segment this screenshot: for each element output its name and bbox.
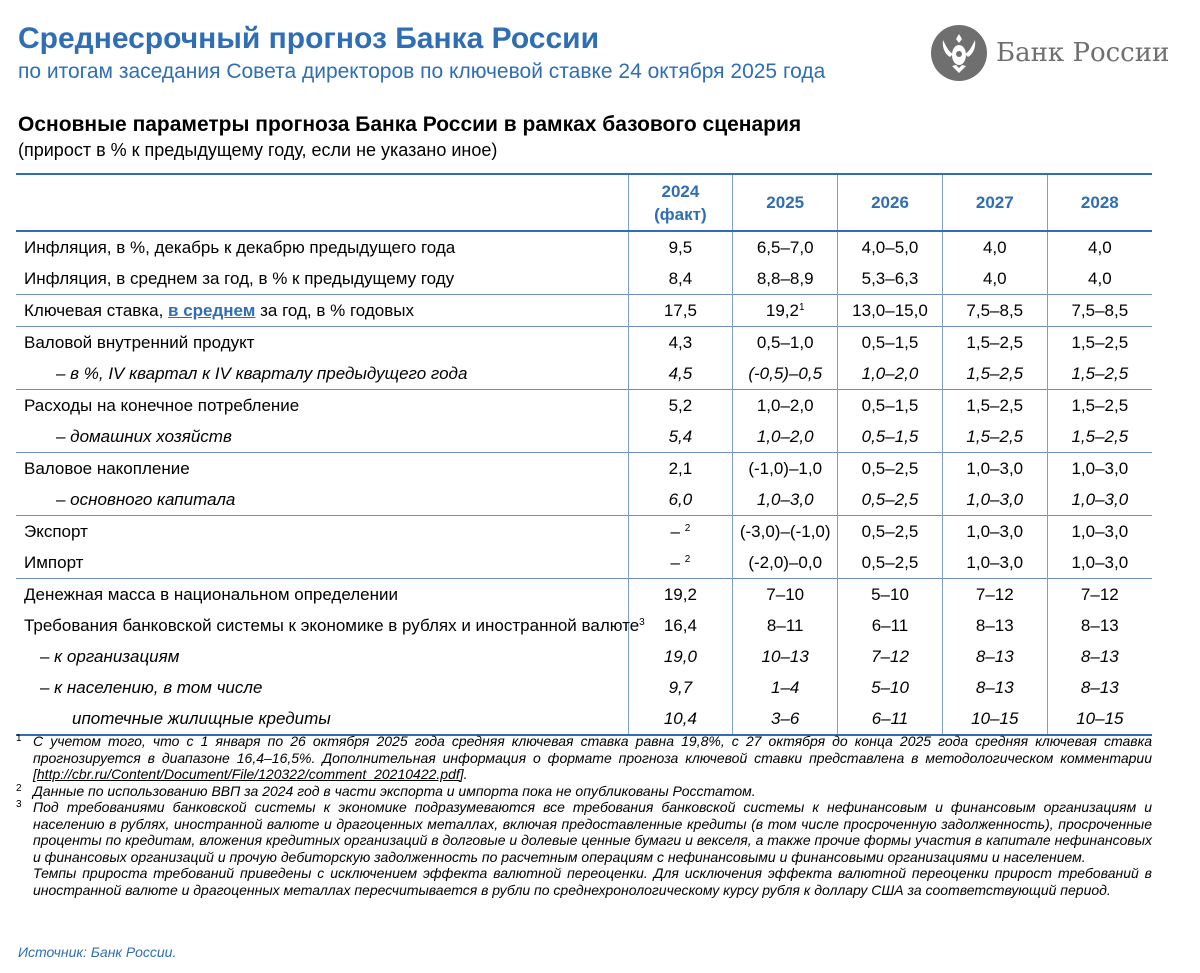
header-year-2027: 2027 (942, 174, 1047, 231)
cell-2024: 6,0 (628, 484, 733, 516)
table-row (16, 390, 1152, 422)
cell-2027: 1,5–2,5 (942, 327, 1047, 359)
cell-2026: 6–11 (838, 703, 943, 735)
cell-2025: 3–6 (733, 703, 838, 735)
cell-2024: 10,4 (628, 703, 733, 735)
cell-2027: 10–15 (942, 703, 1047, 735)
footnote-2: 2 Данные по использованию ВВП за 2024 год в части экспорта и импорта пока не опубликованы Росстатом. (16, 782, 756, 799)
footnote-ref: 2 (684, 553, 691, 565)
footnotes (16, 733, 1152, 898)
cell-2026: 0,5–2,5 (838, 453, 943, 485)
cell-2026: 0,5–1,5 (838, 421, 943, 453)
header-year-2026: 2026 (838, 174, 943, 231)
cell-2024: 8,4 (628, 263, 733, 295)
table-row (16, 263, 1152, 295)
cell-2026: 0,5–1,5 (838, 327, 943, 359)
footnote-1: 1 С учетом того, что с 1 января по 26 октября 2025 года средняя ключевая ставка равна 19,8%, с 27 октября до конца 2025 года средняя ключевая ставка прогнозируется в диапазоне 16,4–16,5%. Дополнительная информация о формате прогноза ключевой ставки представлена в методологическом комментарии [http://cbr.ru/Content/Document/File/120322/comment_20210422.pdf]. (16, 733, 1152, 782)
footnote-3: 3 Под требованиями банковской системы к экономике подразумеваются все требования банковской системы к нефинансовым и финансовым организациям и населению в рублях, иностранной валюте и драгоценных металлах, включая предоставленные кредиты (в том числе просроченную задолженность), просроченные проценты по кредитам, вложения кредитных организаций в долговые и долевые ценные бумаги и векселя, а также прочие формы участия в капитале нефинансовых и финансовых организаций и прочую дебиторскую задолженность по расчетным операциям с нефинансовыми и финансовыми организациями и населением. (16, 799, 1152, 865)
cell-2026: 5–10 (838, 672, 943, 703)
cell-2025: 10–13 (733, 641, 838, 672)
cell-2025: 6,5–7,0 (733, 231, 838, 263)
section-title: Основные параметры прогноза Банка России в рамках базового сценария (18, 113, 802, 136)
cell-2027: 1,0–3,0 (942, 547, 1047, 579)
footnote-ref: 1 (798, 301, 805, 313)
cell-2026: 5–10 (838, 579, 943, 611)
table-row (16, 547, 1152, 579)
cell-2027: 4,0 (942, 231, 1047, 263)
row-label: – к организациям (40, 646, 180, 666)
cell-2026: 0,5–1,5 (838, 390, 943, 422)
cell-2027: 7–12 (942, 579, 1047, 611)
table-row (16, 358, 1152, 390)
cell-2026: 7–12 (838, 641, 943, 672)
cell-2024: 2,1 (628, 453, 733, 485)
row-label: Требования банковской системы к экономике в рублях и иностранной валюте$^3$ (24, 615, 645, 635)
cell-2026: 4,0–5,0 (838, 231, 943, 263)
cell-2025: 1,0–3,0 (733, 484, 838, 516)
page-title: Среднесрочный прогноз Банка России (18, 22, 600, 55)
row-label: Импорт (24, 552, 84, 572)
cell-2024: 4,5 (628, 358, 733, 390)
cell-2028: 1,5–2,5 (1047, 390, 1152, 422)
cell-2026: 5,3–6,3 (838, 263, 943, 295)
cell-2028: 8–13 (1047, 641, 1152, 672)
footnote-ref: 3 (639, 616, 645, 628)
cell-2025: (-1,0)–1,0 (733, 453, 838, 485)
cell-2028: 7–12 (1047, 579, 1152, 611)
table-header-row (16, 174, 1152, 231)
bank-logo (930, 24, 1170, 84)
cell-2028: 8–13 (1047, 672, 1152, 703)
table-row (16, 231, 1152, 263)
cell-2028: 10–15 (1047, 703, 1152, 735)
cell-2028: 1,5–2,5 (1047, 358, 1152, 390)
header-indicator (16, 174, 628, 231)
cell-2026: 0,5–2,5 (838, 516, 943, 548)
table-row (16, 484, 1152, 516)
header-year-2024: 2024 (факт) (628, 174, 733, 231)
cell-2024: 9,5 (628, 231, 733, 263)
row-label: – к населению, в том числе (40, 677, 263, 697)
cell-2027: 1,5–2,5 (942, 358, 1047, 390)
average-link[interactable]: в среднем (168, 300, 256, 320)
page-subtitle: по итогам заседания Совета директоров по ключевой ставке 24 октября 2025 года (18, 60, 826, 83)
footnote-number: 1 (16, 733, 22, 744)
footnote-number: 3 (16, 799, 22, 810)
row-label: Ключевая ставка, в среднем за год, в % годовых (16, 295, 628, 327)
cell-2028: 1,0–3,0 (1047, 547, 1152, 579)
cell-2027: 1,0–3,0 (942, 453, 1047, 485)
cell-2028: 1,0–3,0 (1047, 484, 1152, 516)
cell-2025: (-0,5)–0,5 (733, 358, 838, 390)
table-row (16, 672, 1152, 703)
cell-2025: 0,5–1,0 (733, 327, 838, 359)
cell-2024: – $^2$ (628, 516, 733, 548)
cell-2025: 1,0–2,0 (733, 421, 838, 453)
cell-2028: 4,0 (1047, 231, 1152, 263)
cell-2024: 4,3 (628, 327, 733, 359)
table-row (16, 327, 1152, 359)
row-label: Инфляция, в среднем за год, в % к предыдущему году (24, 268, 455, 288)
footnote-ref: 2 (684, 522, 691, 534)
cell-2025: 8–11 (733, 610, 838, 641)
cell-2026: 13,0–15,0 (838, 295, 943, 327)
cell-2025: 1,0–2,0 (733, 390, 838, 422)
source-note: Источник: Банк России. (18, 944, 177, 960)
cell-2028: 1,0–3,0 (1047, 453, 1152, 485)
cell-2025: 7–10 (733, 579, 838, 611)
cell-2027: 1,0–3,0 (942, 516, 1047, 548)
row-label: – домашних хозяйств (56, 426, 232, 446)
cell-2028: 1,0–3,0 (1047, 516, 1152, 548)
cell-2027: 8–13 (942, 610, 1047, 641)
cell-2027: 1,0–3,0 (942, 484, 1047, 516)
logo-text: Банк России (996, 38, 1170, 68)
cell-2024: 5,2 (628, 390, 733, 422)
cell-2028: 1,5–2,5 (1047, 421, 1152, 453)
table-row (16, 703, 1152, 735)
cell-2025: 8,8–8,9 (733, 263, 838, 295)
footnote-number: 2 (16, 782, 22, 794)
forecast-table (16, 173, 1152, 736)
cell-2025: 19,2$^1$ (733, 295, 838, 327)
row-label: Валовое накопление (16, 453, 628, 485)
cell-2028: 4,0 (1047, 263, 1152, 295)
table-row (16, 516, 1152, 548)
cell-2027: 8–13 (942, 641, 1047, 672)
cell-2026: 6–11 (838, 610, 943, 641)
row-label: – основного капитала (56, 489, 236, 509)
cell-2025: (-2,0)–0,0 (733, 547, 838, 579)
cell-2024: – $^2$ (628, 547, 733, 579)
row-label: ипотечные жилищные кредиты (16, 703, 628, 735)
cell-2024: 17,5 (628, 295, 733, 327)
cell-2027: 4,0 (942, 263, 1047, 295)
header-year-2028: 2028 (1047, 174, 1152, 231)
cell-2025: (-3,0)–(-1,0) (733, 516, 838, 548)
row-label: Денежная масса в национальном определении (16, 579, 628, 611)
row-label: – в %, IV квартал к IV кварталу предыдущего года (56, 363, 468, 383)
cell-2027: 1,5–2,5 (942, 421, 1047, 453)
cell-2028: 8–13 (1047, 610, 1152, 641)
row-label: Расходы на конечное потребление (16, 390, 628, 422)
cell-2027: 8–13 (942, 672, 1047, 703)
table-row (16, 421, 1152, 453)
cell-2024: 9,7 (628, 672, 733, 703)
cell-2027: 7,5–8,5 (942, 295, 1047, 327)
table-row (16, 453, 1152, 485)
section-subtitle: (прирост в % к предыдущему году, если не указано иное) (18, 140, 498, 160)
table-row (16, 579, 1152, 611)
eagle-emblem-icon (930, 24, 988, 82)
methodology-link[interactable]: http://cbr.ru/Content/Document/File/120322/comment_20210422.pdf (36, 766, 460, 782)
cell-2026: 0,5–2,5 (838, 484, 943, 516)
cell-2024: 16,4 (628, 610, 733, 641)
table-row (16, 610, 1152, 641)
row-label: Валовой внутренний продукт (16, 327, 628, 359)
cell-2026: 1,0–2,0 (838, 358, 943, 390)
cell-2028: 1,5–2,5 (1047, 327, 1152, 359)
cell-2027: 1,5–2,5 (942, 390, 1047, 422)
footnote-3-continued: Темпы прироста требований приведены с исключением эффекта валютной переоценки. Для исключения эффекта валютной переоценки прирост требований в иностранной валюте и драгоценных металлах пересчитывается в рубли по среднехронологическому курсу рубля к доллару США за соответствующий период. (33, 865, 1152, 898)
table-row (16, 641, 1152, 672)
cell-2024: 5,4 (628, 421, 733, 453)
cell-2028: 7,5–8,5 (1047, 295, 1152, 327)
cell-2026: 0,5–2,5 (838, 547, 943, 579)
row-label: Инфляция, в %, декабрь к декабрю предыдущего года (24, 237, 456, 257)
row-label: Экспорт (16, 516, 628, 548)
cell-2024: 19,2 (628, 579, 733, 611)
header-year-2025: 2025 (733, 174, 838, 231)
table-row (16, 295, 1152, 327)
cell-2025: 1–4 (733, 672, 838, 703)
cell-2024: 19,0 (628, 641, 733, 672)
